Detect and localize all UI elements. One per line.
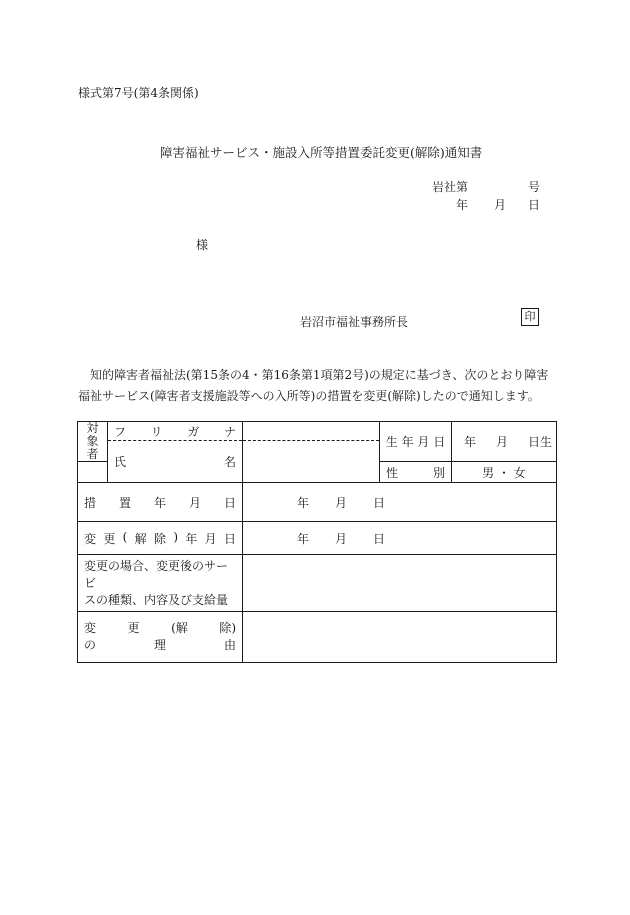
change-reason-field[interactable] [243,612,557,663]
issue-month: 月 [494,198,507,212]
issuer-name: 岩沼市福祉事務所長 [300,315,409,329]
measure-date-field[interactable]: 年 月 日 [243,483,557,522]
document-title: 障害福祉サービス・施設入所等措置委託変更(解除)通知書 [160,145,483,160]
change-detail-field[interactable] [243,555,557,612]
notice-number-prefix: 岩社第 [432,180,469,194]
subject-label-continuation [78,462,108,483]
notice-number-suffix: 号 [527,180,540,194]
seal-mark: 印 [521,308,539,326]
change-detail-label: 変更の場合、変更後のサービ スの種類、内容及び支給量 [78,555,243,612]
subject-details-table [77,421,557,663]
change-reason-label: 変 更 (解 除) の 理 由 [78,612,243,663]
issue-day: 日 [527,198,540,212]
name-field[interactable] [243,441,380,483]
subject-label: 対 象 者 [78,422,108,462]
issue-year: 年 [456,198,469,212]
addressee-suffix: 様 [196,238,209,252]
furigana-field[interactable] [243,422,380,441]
change-date-label: 変 更 ( 解 除 ) 年 月 日 [78,522,243,555]
birthdate-label: 生 年 月 日 [380,422,452,462]
name-label: 氏 名 [108,441,243,483]
furigana-label: フ リ ガ ナ [108,422,243,441]
notice-body-text: 知的障害者福祉法(第15条の4・第16条第1項第2号)の規定に基づき、次のとおり障害福祉サービス(障害者支援施設等への入所等)の措置を変更(解除)したので通知します。 [78,368,549,403]
measure-date-label: 措 置 年 月 日 [78,483,243,522]
sex-field[interactable]: 男 ・ 女 [452,462,557,483]
form-number: 様式第7号(第4条関係) [78,86,199,100]
sex-label: 性 別 [380,462,452,483]
change-date-field[interactable]: 年 月 日 [243,522,557,555]
birthdate-field[interactable]: 年 月 日生 [452,422,557,462]
notice-number [432,178,540,195]
